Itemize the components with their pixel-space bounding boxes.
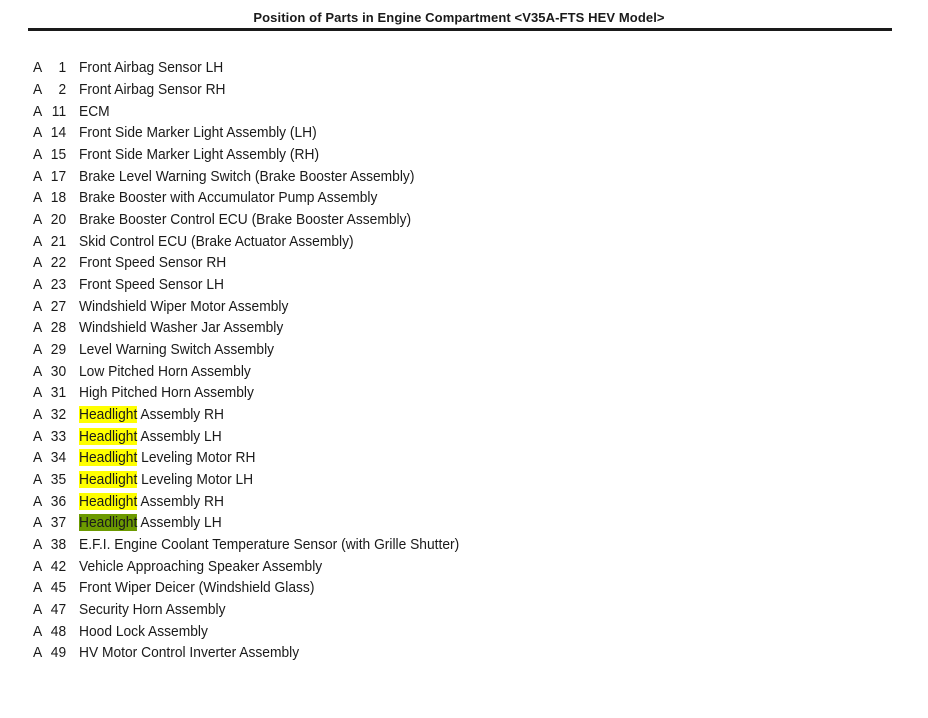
list-item [33, 122, 459, 144]
part-name-text: ECM [79, 102, 110, 120]
part-name [79, 558, 322, 575]
part-number: 17 [50, 167, 67, 185]
part-code: A [33, 276, 43, 294]
part-name-text: Assembly LH [137, 514, 222, 532]
part-code: A [33, 297, 43, 315]
list-item [33, 317, 459, 339]
part-name [79, 124, 317, 141]
part-name-text: Assembly RH [137, 406, 224, 424]
list-item [33, 490, 459, 512]
part-number: 33 [50, 427, 67, 445]
part-name-text: Front Side Marker Light Assembly (LH) [79, 124, 317, 142]
part-name-text: E.F.I. Engine Coolant Temperature Sensor (with Grille Shutter) [79, 536, 460, 554]
part-name-text: Front Airbag Sensor LH [79, 59, 224, 77]
part-code: A [33, 232, 43, 250]
list-item [33, 577, 459, 599]
search-highlight: Headlight [79, 449, 138, 467]
part-name [79, 341, 274, 358]
part-name [79, 254, 226, 271]
part-code: A [33, 492, 43, 510]
part-number: 38 [50, 536, 67, 554]
part-name [79, 471, 253, 488]
part-name [79, 146, 319, 163]
part-name-text: Front Side Marker Light Assembly (RH) [79, 146, 320, 164]
part-number: 30 [50, 362, 67, 380]
part-number: 2 [58, 81, 67, 98]
part-number: 21 [50, 232, 67, 250]
part-number: 32 [50, 406, 67, 424]
part-number: 27 [50, 297, 67, 315]
part-code: A [33, 514, 43, 532]
part-name [79, 514, 222, 531]
part-code: A [33, 189, 43, 207]
list-item [33, 339, 459, 361]
part-name [79, 103, 110, 120]
part-name [79, 428, 222, 445]
part-code: A [33, 254, 43, 272]
part-code: A [33, 146, 43, 164]
part-number: 28 [50, 319, 67, 337]
search-highlight: Headlight [79, 427, 138, 445]
part-name-text: HV Motor Control Inverter Assembly [79, 644, 300, 662]
part-name-text: Windshield Wiper Motor Assembly [79, 297, 289, 315]
part-name [79, 59, 223, 76]
part-name [79, 493, 224, 510]
part-name [79, 623, 208, 640]
part-name-text: Low Pitched Horn Assembly [79, 362, 251, 380]
list-item [33, 144, 459, 166]
search-highlight-current: Headlight [79, 514, 138, 532]
list-item [33, 274, 459, 296]
part-name-text: Assembly RH [137, 492, 224, 510]
part-name-text: High Pitched Horn Assembly [79, 384, 254, 402]
part-code: A [33, 601, 43, 619]
list-item [33, 165, 459, 187]
part-name-text: Leveling Motor LH [137, 471, 254, 489]
part-code: A [33, 211, 43, 229]
part-name [79, 81, 226, 98]
list-item [33, 295, 459, 317]
part-name-text: Vehicle Approaching Speaker Assembly [79, 557, 323, 575]
part-name-text: Front Speed Sensor RH [79, 254, 227, 272]
list-item [33, 252, 459, 274]
part-name-text: Windshield Washer Jar Assembly [79, 319, 284, 337]
part-code: A [33, 449, 43, 467]
part-code: A [33, 362, 43, 380]
part-name [79, 168, 414, 185]
part-name-text: Security Horn Assembly [79, 601, 226, 619]
list-item [33, 469, 459, 491]
part-number: 14 [50, 124, 67, 142]
part-code: A [33, 471, 43, 489]
part-number: 37 [50, 514, 67, 532]
part-number: 31 [50, 384, 67, 402]
part-code: A [33, 319, 43, 337]
part-number: 15 [50, 146, 67, 164]
part-name-text: Leveling Motor RH [137, 449, 256, 467]
part-name [79, 189, 377, 206]
part-code: A [33, 536, 43, 554]
list-item [33, 425, 459, 447]
part-name-text: Front Wiper Deicer (Windshield Glass) [79, 579, 315, 597]
part-name [79, 644, 299, 661]
list-item [33, 57, 459, 79]
list-item [33, 599, 459, 621]
search-highlight: Headlight [79, 406, 138, 424]
part-name-text: Brake Booster with Accumulator Pump Assembly [79, 189, 378, 207]
list-item [33, 512, 459, 534]
part-name-text: Brake Booster Control ECU (Brake Booster Assembly) [79, 211, 412, 229]
part-code: A [33, 622, 43, 640]
part-number: 36 [50, 492, 67, 510]
part-code: A [33, 167, 43, 185]
part-name [79, 384, 254, 401]
part-name [79, 406, 224, 423]
part-code: A [33, 644, 43, 662]
part-name [79, 276, 224, 293]
part-number: 47 [50, 601, 67, 619]
part-code: A [33, 406, 43, 424]
part-code: A [33, 341, 43, 359]
list-item [33, 555, 459, 577]
list-item [33, 620, 459, 642]
list-item [33, 360, 459, 382]
part-number: 22 [50, 254, 67, 272]
part-number: 49 [50, 644, 67, 662]
list-item [33, 642, 459, 664]
part-name-text: Skid Control ECU (Brake Actuator Assembly) [79, 232, 354, 250]
part-name-text: Assembly LH [137, 427, 222, 445]
part-name-text: Level Warning Switch Assembly [79, 341, 275, 359]
part-name [79, 601, 225, 618]
page-title: Position of Parts in Engine Compartment <V35A-FTS HEV Model> [253, 10, 665, 25]
part-code: A [33, 557, 43, 575]
part-code: A [33, 384, 43, 402]
part-name-text: Front Airbag Sensor RH [79, 81, 226, 98]
list-item [33, 382, 459, 404]
part-code: A [33, 579, 43, 597]
part-name [79, 536, 459, 553]
part-name [79, 211, 411, 228]
part-name-text: Front Speed Sensor LH [79, 276, 224, 294]
search-highlight: Headlight [79, 492, 138, 510]
part-name-text: Brake Level Warning Switch (Brake Booster Assembly) [79, 167, 415, 185]
list-item [33, 79, 459, 101]
part-number: 35 [50, 471, 67, 489]
part-number: 18 [50, 189, 67, 207]
part-name [79, 233, 354, 250]
part-number: 11 [51, 102, 67, 120]
part-number: 1 [58, 59, 67, 77]
part-code: A [33, 59, 43, 77]
list-item [33, 447, 459, 469]
part-number: 20 [50, 211, 67, 229]
title-divider [28, 28, 892, 31]
part-name-text: Hood Lock Assembly [79, 622, 208, 640]
part-number: 34 [50, 449, 67, 467]
list-item [33, 187, 459, 209]
list-item [33, 100, 459, 122]
part-code: A [33, 81, 43, 98]
list-item [33, 404, 459, 426]
part-code: A [33, 124, 43, 142]
part-name [79, 363, 251, 380]
part-number: 45 [50, 579, 67, 597]
search-highlight: Headlight [79, 471, 138, 489]
part-code: A [33, 102, 43, 120]
parts-list [33, 57, 496, 664]
part-number: 29 [50, 341, 67, 359]
list-item [33, 534, 459, 556]
part-name [79, 579, 314, 596]
part-number: 23 [50, 276, 67, 294]
part-name [79, 298, 288, 315]
part-number: 42 [50, 557, 67, 575]
part-code: A [33, 427, 43, 445]
part-name [79, 449, 255, 466]
list-item [33, 230, 459, 252]
list-item [33, 209, 459, 231]
part-number: 48 [50, 622, 67, 640]
part-name [79, 319, 283, 336]
